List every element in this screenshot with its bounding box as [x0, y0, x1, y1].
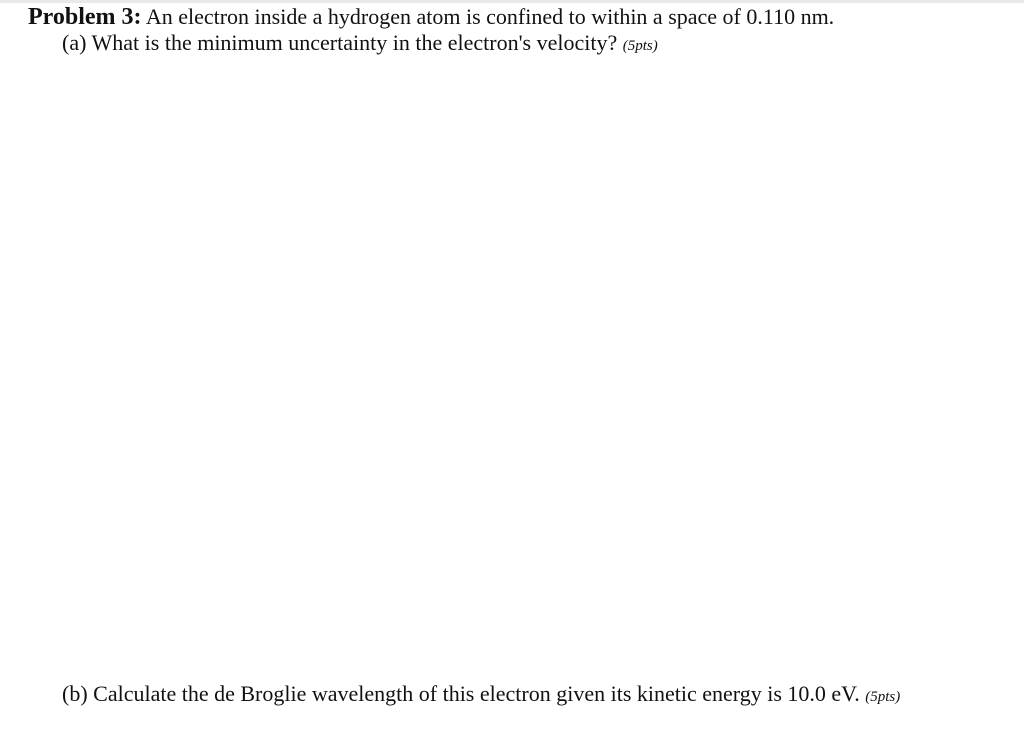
problem-statement: An electron inside a hydrogen atom is confined to within a space of 0.110 nm.	[145, 4, 835, 29]
question-part-b	[62, 680, 900, 711]
question-part-b-points: (5pts)	[865, 689, 901, 705]
question-part-a-text: (a) What is the minimum uncertainty in the electron's velocity?	[62, 30, 618, 55]
problem-header	[28, 3, 834, 31]
question-part-a-points: (5pts)	[622, 38, 658, 54]
question-part-a	[62, 29, 658, 60]
question-part-b-text: (b) Calculate the de Broglie wavelength of this electron given its kinetic energy is 10.0 eV.	[62, 681, 860, 706]
problem-label: Problem 3:	[28, 4, 142, 30]
